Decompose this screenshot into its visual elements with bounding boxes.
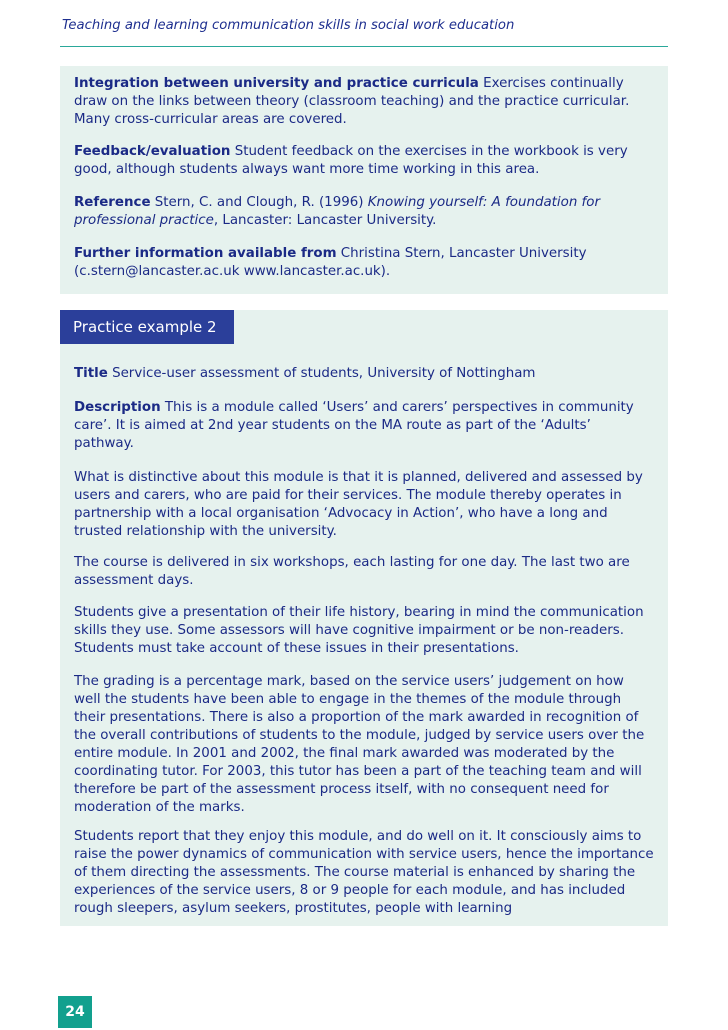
reference-text: Stern, C. and Clough, R. (1996) bbox=[150, 195, 368, 210]
description-text: This is a module called ‘Users’ and carers’ perspectives in community care’. It is aimed at 2nd year students on the MA route as part of the ‘Adults’ pathway. bbox=[74, 400, 634, 451]
feedback-text: Student feedback on the exercises in the workbook is very good, although students always want more time working in this area. bbox=[74, 144, 628, 177]
reference-book-title: Knowing yourself: A foundation for professional practice bbox=[74, 195, 600, 228]
practice-example-panel bbox=[60, 310, 668, 926]
reference-paragraph bbox=[74, 194, 654, 230]
title-label: Title bbox=[74, 366, 108, 381]
feedback-label: Feedback/evaluation bbox=[74, 144, 231, 159]
body-paragraph-presentations: Students give a presentation of their life history, bearing in mind the communication skills they use. Some assessors will have cognitive impairment or be non-readers. Students must take account of these issues in their presentations. bbox=[74, 605, 644, 656]
title-paragraph bbox=[74, 365, 654, 383]
reference-label: Reference bbox=[74, 195, 151, 210]
body-paragraph-students-report: Students report that they enjoy this module, and do well on it. It consciously aims to raise the power dynamics of communication with service users, hence the importance of them directing the assessments. The course material is enhanced by sharing the experiences of the service users, 8 or 9 people for each module, and has included rough sleepers, asylum seekers, prostitutes, people with learning bbox=[74, 829, 654, 916]
body-paragraph-workshops: The course is delivered in six workshops, each lasting for one day. The last two are assessment days. bbox=[74, 555, 630, 588]
further-info-label: Further information available from bbox=[74, 246, 337, 261]
integration-label: Integration between university and practice curricula bbox=[74, 76, 479, 91]
running-header: Teaching and learning communication skills in social work education bbox=[62, 18, 515, 33]
feedback-paragraph bbox=[74, 143, 654, 179]
page-number-badge: 24 bbox=[58, 996, 92, 1028]
reference-publisher: , Lancaster: Lancaster University. bbox=[213, 213, 437, 228]
case-details-panel bbox=[60, 66, 668, 294]
description-paragraph bbox=[74, 399, 654, 453]
title-text: Service-user assessment of students, University of Nottingham bbox=[107, 366, 536, 381]
further-info-text: Christina Stern, Lancaster University (c.stern@lancaster.ac.uk www.lancaster.ac.uk). bbox=[74, 246, 587, 279]
integration-paragraph bbox=[74, 75, 654, 129]
description-label: Description bbox=[74, 400, 161, 415]
practice-example-tab: Practice example 2 bbox=[60, 310, 234, 344]
body-paragraph-distinctive: What is distinctive about this module is that it is planned, delivered and assessed by users and carers, who are paid for their services. The module thereby operates in partnership with a local organisation ‘Advocacy in Action’, who have a long and trusted relationship with the university. bbox=[74, 470, 643, 539]
body-paragraph-grading: The grading is a percentage mark, based on the service users’ judgement on how well the students have been able to engage in the themes of the module through their presentations. There is also a proportion of the mark awarded in recognition of the overall contributions of students to the module, judged by service users over the entire module. In 2001 and 2002, the final mark awarded was moderated by the coordinating tutor. For 2003, this tutor has been a part of the teaching team and will therefore be part of the assessment process itself, with no consequent need for moderation of the marks. bbox=[74, 674, 645, 815]
header-rule bbox=[60, 46, 668, 47]
further-info-paragraph bbox=[74, 245, 654, 281]
integration-text: Exercises continually draw on the links between theory (classroom teaching) and the practice curricular. Many cross-curricular areas are covered. bbox=[74, 76, 630, 127]
